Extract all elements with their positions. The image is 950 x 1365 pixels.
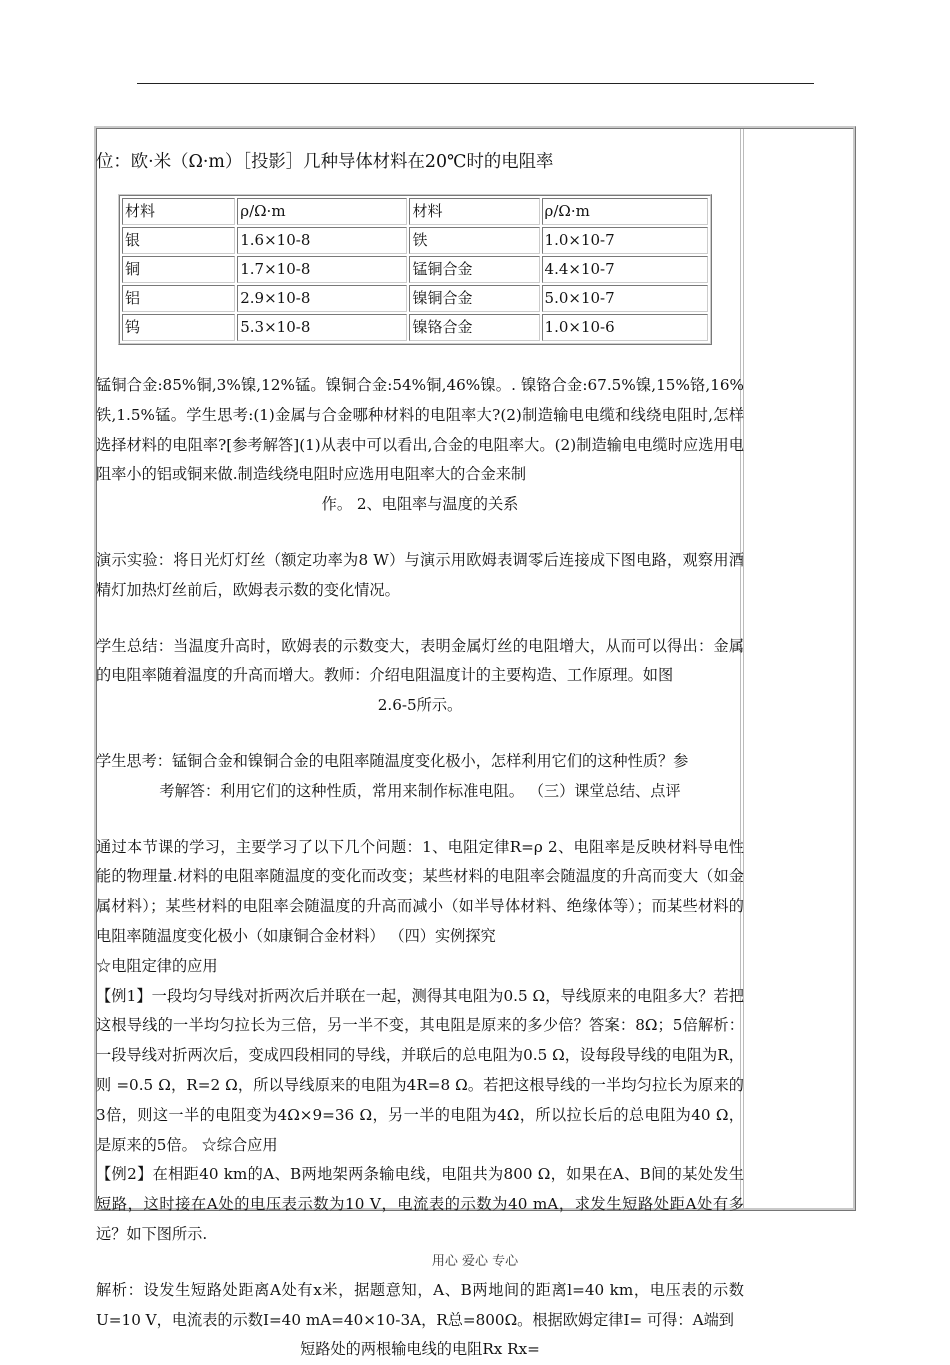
table-cell: 1.6×10-8 [237,227,407,254]
paragraph-thinking: 学生思考：锰铜合金和镍铜合金的电阻率随温度变化极小，怎样利用它们的这种性质？参 [96,751,689,770]
table-cell: 1.7×10-8 [237,256,407,283]
table-cell: 镍铜合金 [409,285,539,312]
resistivity-table [118,194,712,345]
table-cell: 1.0×10-7 [542,227,708,254]
table-row [122,256,708,283]
table-cell: 镍铬合金 [409,314,539,341]
table-cell: 材料 [409,198,539,225]
table-cell: 铝 [122,285,235,312]
paragraph-example-2: 【例2】在相距40 km的A、B两地架两条输电线，电阻共为800 Ω，如果在A、B间的某处发生短路，这时接在A处的电压表示数为10 V，电流表的示数为40 mA，求发生短路处距A处有多远？如下图所示. [96,1165,744,1243]
table-cell: 5.0×10-7 [542,285,708,312]
paragraph-thinking-tail: 考解答：利用它们的这种性质，常用来制作标准电阻。 （三）课堂总结、点评 [159,781,681,800]
table-cell: 铜 [122,256,235,283]
paragraph-solution-tail: 短路处的两根输电线的电阻Rx Rx= [300,1340,540,1359]
table-cell: 铁 [409,227,539,254]
table-row [122,314,708,341]
table-row [122,227,708,254]
paragraph-summary-tail: 2.6-5所示。 [377,696,463,715]
table-cell: 5.3×10-8 [237,314,407,341]
table-cell: 银 [122,227,235,254]
table-cell: 材料 [122,198,235,225]
paragraph-alloys: 锰铜合金:85%铜,3%镍,12%锰。镍铜合金:54%铜,46%镍。. 镍铬合金:67.5%镍,15%铬,16%铁,1.5%锰。学生思考:(1)金属与合金哪种材料的电阻率大?(2)制造输电电缆和线绕电阻时,怎样选择材料的电阻率?[参考解答](1)从表中可以看出,合金的电阻率大。(2)制造输电电缆时应选用电阻率小的铝或铜来做.制造线绕电阻时应选用电阻率大的合金来制 [96,376,744,484]
paragraph-review: 通过本节课的学习，主要学习了以下几个问题：1、电阻定律R=ρ 2、电阻率是反映材料导电性能的物理量.材料的电阻率随温度的变化而改变；某些材料的电阻率会随温度的升高而变大（如金属材料）；某些材料的电阻率会随温度的升高而减小（如半导体材料、绝缘体等）；而某些材料的电阻率随温度变化极小（如康铜合金材料） （四）实例探究 [96,837,744,945]
table-row [122,285,708,312]
table-cell: 1.0×10-6 [542,314,708,341]
table-cell: 锰铜合金 [409,256,539,283]
paragraph-alloys-tail: 作。 2、电阻率与温度的关系 [321,495,519,514]
paragraph-solution: 解析：设发生短路处距离A处有x米，据题意知，A、B两地间的距离l=40 km，电压表的示数U=10 V，电流表的示数I=40 mA=40×10-3A，R总=800Ω。根据欧姆定律I= 可得：A端到 [96,1280,744,1329]
table-cell: 钨 [122,314,235,341]
table-cell: ρ/Ω·m [542,198,708,225]
subheading-law-application: ☆电阻定律的应用 [96,956,218,975]
table-cell: 4.4×10-7 [542,256,708,283]
page-footer: 用心 爱心 专心 [431,1254,519,1269]
table-row [122,198,708,225]
paragraph-demo: 演示实验：将日光灯灯丝（额定功率为8 W）与演示用欧姆表调零后连接成下图电路，观察用酒精灯加热灯丝前后，欧姆表示数的变化情况。 [96,550,744,599]
section-heading: 位：欧·米（Ω·m）［投影］几种导体材料在20℃时的电阻率 [96,152,554,172]
document-body [96,140,744,1365]
paragraph-example-1: 【例1】一段均匀导线对折两次后并联在一起，测得其电阻为0.5 Ω，导线原来的电阻多大？若把这根导线的一半均匀拉长为三倍，另一半不变，其电阻是原来的多少倍？答案：8Ω；5倍解析：一段导线对折两次后，变成四段相同的导线，并联后的总电阻为0.5 Ω，设每段导线的电阻为R，则 =0.5 Ω，R=2 Ω，所以导线原来的电阻为4R=8 Ω。若把这根导线的一半均匀拉长为原来的3倍，则这一半的电阻变为4Ω×9=36 Ω，另一半的电阻为4Ω，所以拉长后的总电阻为40 Ω，是原来的5倍。 ☆综合应用 [96,986,744,1154]
table-cell: 2.9×10-8 [237,285,407,312]
header-rule [137,83,814,84]
table-cell: ρ/Ω·m [237,198,407,225]
paragraph-summary: 学生总结：当温度升高时，欧姆表的示数变大，表明金属灯丝的电阻增大，从而可以得出：金属的电阻率随着温度的升高而增大。教师：介绍电阻温度计的主要构造、工作原理。如图 [96,636,744,685]
